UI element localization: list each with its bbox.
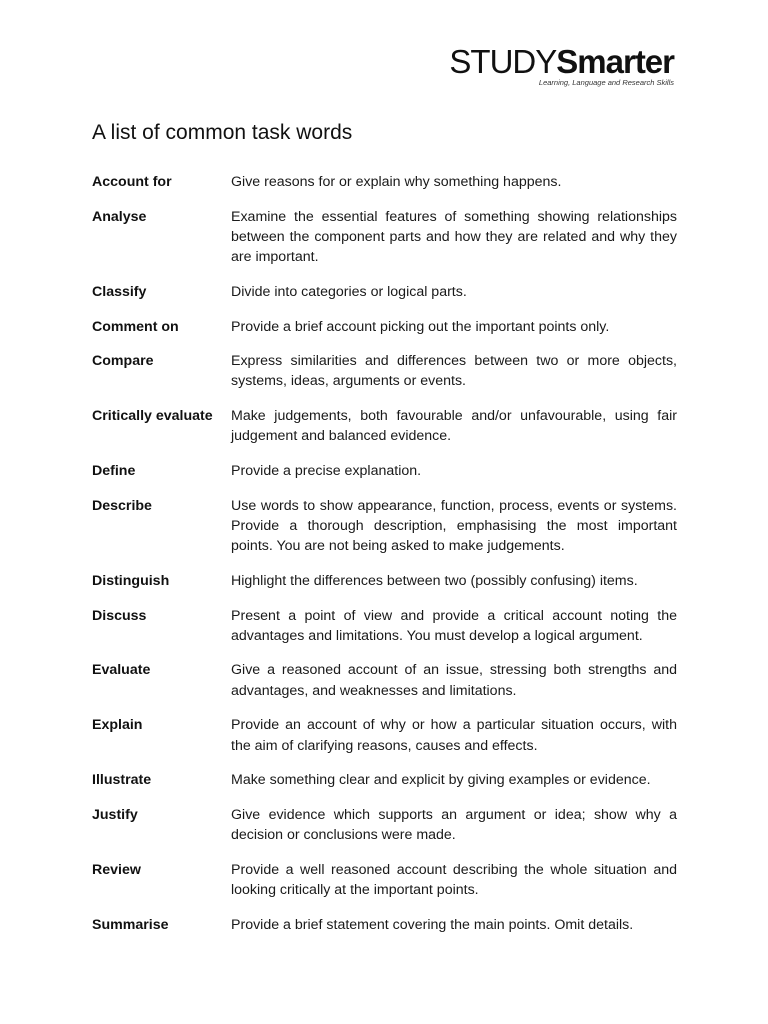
term-row-discuss: [92, 606, 677, 646]
term-definition: Provide a well reasoned account describing the whole situation and looking critically at the important points.: [231, 861, 677, 899]
term-label: Illustrate: [92, 772, 152, 789]
term-row-account-for: [92, 172, 677, 192]
term-label: Describe: [92, 497, 152, 514]
term-definition: Make something clear and explicit by giving examples or evidence.: [231, 772, 651, 789]
term-row-distinguish: [92, 571, 677, 591]
logo-wordmark: [449, 44, 674, 80]
term-label: Analyse: [92, 208, 147, 225]
term-definition: Make judgements, both favourable and/or unfavourable, using fair judgement and balanced evidence.: [231, 408, 677, 445]
logo-smarter-text: Smarter: [556, 43, 674, 80]
task-word-list: [92, 172, 677, 949]
logo-tagline: Learning, Language and Research Skills: [538, 78, 674, 87]
term-row-analyse: [92, 207, 677, 268]
term-label: Account for: [92, 174, 172, 190]
term-row-define: [92, 461, 677, 481]
term-definition: Give reasons for or explain why something happens.: [231, 174, 562, 190]
term-label: Summarise: [92, 916, 169, 933]
term-label: Review: [92, 861, 141, 878]
term-definition: Provide a brief account picking out the important points only.: [231, 318, 610, 335]
term-label: Explain: [92, 717, 143, 734]
studysmarter-logo: [449, 44, 674, 87]
term-definition: Present a point of view and provide a critical account noting the advantages and limitations. You must develop a logical argument.: [231, 607, 677, 644]
term-definition: Use words to show appearance, function, process, events or systems. Provide a thorough description, emphasising the most important points. You are not being asked to make judgements.: [231, 497, 677, 555]
term-definition: Express similarities and differences between two or more objects, systems, ideas, arguments or events.: [231, 353, 677, 390]
term-row-critically-evaluate: [92, 406, 677, 446]
term-definition: Highlight the differences between two (possibly confusing) items.: [231, 572, 638, 589]
term-definition: Divide into categories or logical parts.: [231, 283, 467, 300]
term-label: Define: [92, 463, 136, 480]
term-row-review: [92, 860, 677, 900]
term-label: Compare: [92, 353, 154, 370]
term-row-justify: [92, 805, 677, 845]
term-label: Evaluate: [92, 662, 151, 679]
term-definition: Give a reasoned account of an issue, stressing both strengths and advantages, and weaknesses and limitations.: [231, 662, 677, 699]
term-label: Justify: [92, 806, 138, 823]
term-row-comment-on: [92, 317, 677, 337]
term-definition: Provide a precise explanation.: [231, 463, 422, 480]
term-row-describe: [92, 496, 677, 557]
term-label: Critically evaluate: [92, 408, 213, 425]
term-row-explain: [92, 715, 677, 755]
term-label: Classify: [92, 283, 147, 300]
term-definition: Examine the essential features of something showing relationships between the component parts and how they are related and why they are important.: [231, 208, 677, 266]
term-row-compare: [92, 351, 677, 391]
term-row-illustrate: [92, 770, 677, 790]
term-definition: Give evidence which supports an argument or idea; show why a decision or conclusions were made.: [231, 806, 677, 844]
term-definition: Provide an account of why or how a particular situation occurs, with the aim of clarifying reasons, causes and effects.: [231, 717, 677, 754]
term-row-summarise: [92, 915, 677, 935]
page-title: A list of common task words: [92, 121, 353, 144]
term-label: Comment on: [92, 318, 179, 335]
term-row-evaluate: [92, 660, 677, 700]
logo-study-text: STUDY: [449, 43, 557, 80]
term-label: Discuss: [92, 607, 147, 624]
term-label: Distinguish: [92, 572, 170, 589]
term-row-classify: [92, 282, 677, 302]
term-definition: Provide a brief statement covering the main points. Omit details.: [231, 916, 634, 933]
